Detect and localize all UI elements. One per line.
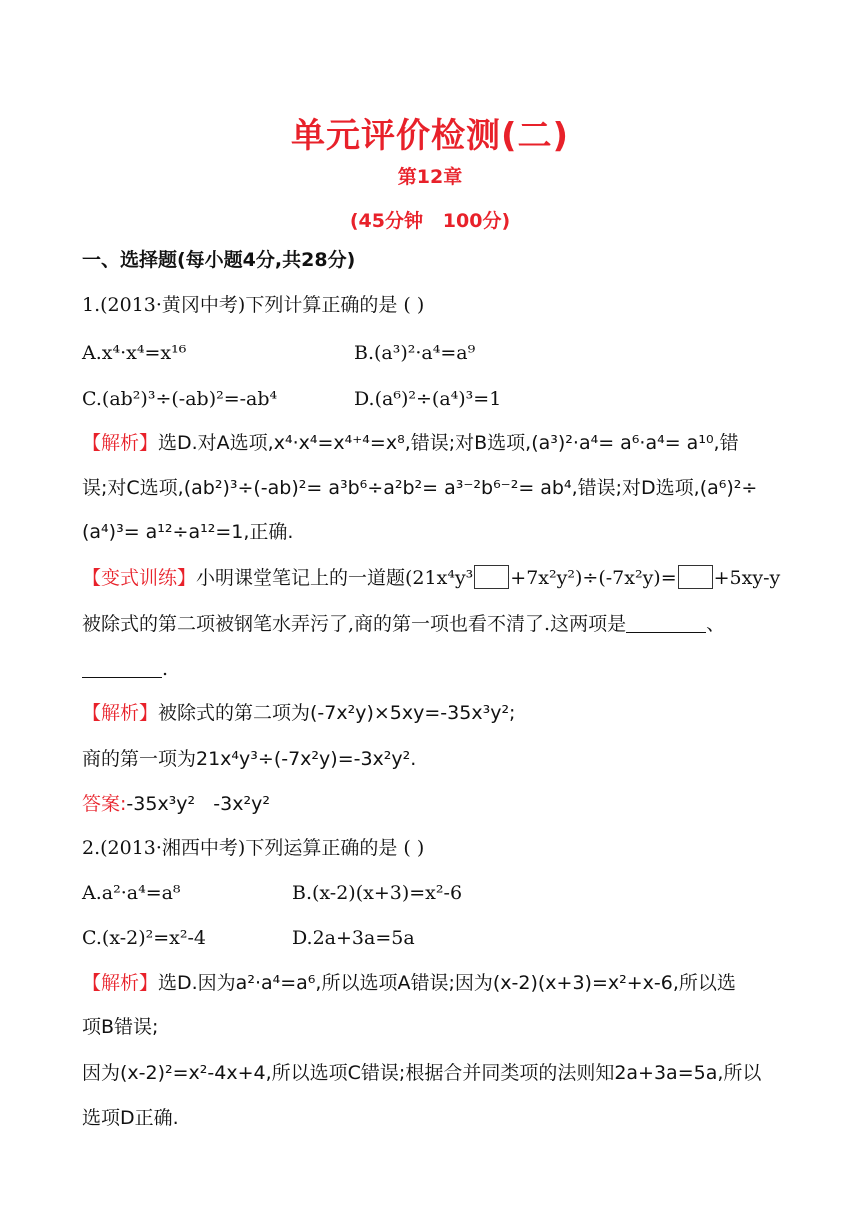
variant-line-1	[82, 565, 780, 591]
analysis-tag: 【解析】	[82, 972, 159, 994]
q1-analysis-line-3: (a⁴)³= a¹²÷a¹²=1,正确.	[82, 521, 294, 543]
q2-analysis-line-1	[82, 970, 736, 996]
variant-question: 被除式的第二项被钢笔水弄污了,商的第一项也看不清了.这两项是	[82, 613, 627, 635]
q1-option-b: B.(a³)²·a⁴=a⁹	[354, 342, 476, 364]
q2-analysis-line-2: 项B错误;	[82, 1016, 159, 1038]
q2-analysis-line-4: 选项D正确.	[82, 1107, 179, 1129]
analysis-tag: 【解析】	[82, 432, 159, 454]
variant-text-a: 小明课堂笔记上的一道题(21x⁴y³	[196, 567, 474, 589]
blank-box-1	[474, 565, 509, 589]
analysis-text: 选D.因为a²·a⁴=a⁶,所以选项A错误;因为(x-2)(x+3)=x²+x-6,所以选	[158, 972, 736, 994]
analysis-tag: 【解析】	[82, 702, 159, 724]
answer-blank-2	[82, 659, 162, 678]
variant-analysis-line-2: 商的第一项为21x⁴y³÷(-7x²y)=-3x²y².	[82, 748, 417, 770]
variant-text-c: +5xy-y	[713, 567, 781, 589]
variant-text-b: +7x²y²)÷(-7x²y)=	[510, 567, 677, 589]
q2-option-d: D.2a+3a=5a	[292, 927, 415, 949]
q2-analysis-line-3: 因为(x-2)²=x²-4x+4,所以选项C错误;根据合并同类项的法则知2a+3a=5a,所以	[82, 1062, 762, 1084]
answer-text: -35x³y² -3x²y²	[126, 793, 270, 815]
q1-option-c: C.(ab²)³÷(-ab)²=-ab⁴	[82, 388, 278, 410]
section-heading: 一、选择题(每小题4分,共28分)	[82, 249, 356, 271]
q1-analysis-line-1	[82, 430, 739, 456]
q1-analysis-line-2: 误;对C选项,(ab²)³÷(-ab)²= a³b⁶÷a²b²= a³⁻²b⁶⁻²= ab⁴,错误;对D选项,(a⁶)²÷	[82, 477, 758, 499]
analysis-text: 选D.对A选项,x⁴·x⁴=x⁴⁺⁴=x⁸,错误;对B选项,(a³)²·a⁴= a⁶·a⁴= a¹⁰,错	[158, 432, 739, 454]
q2-option-a: A.a²·a⁴=a⁸	[82, 882, 181, 904]
answer-tag: 答案:	[82, 793, 127, 815]
blank-box-2	[678, 565, 713, 589]
variant-line-2	[82, 611, 725, 637]
analysis-text: 被除式的第二项为(-7x²y)×5xy=-35x³y²;	[158, 702, 516, 724]
separator: 、	[706, 613, 726, 635]
q2-option-c: C.(x-2)²=x²-4	[82, 927, 206, 949]
variant-answer	[82, 791, 270, 817]
period: .	[162, 658, 169, 680]
variant-tag: 【变式训练】	[82, 567, 197, 589]
page-title: 单元评价检测(二)	[290, 116, 570, 156]
variant-analysis-line-1	[82, 700, 515, 726]
chapter-label: 第12章	[397, 166, 463, 188]
question-1-stem: 1.(2013·黄冈中考)下列计算正确的是 ( )	[82, 294, 425, 316]
question-2-stem: 2.(2013·湘西中考)下列运算正确的是 ( )	[82, 837, 425, 859]
variant-line-3	[82, 656, 168, 682]
q1-option-d: D.(a⁶)²÷(a⁴)³=1	[354, 388, 502, 410]
answer-blank-1	[626, 614, 706, 633]
q2-option-b: B.(x-2)(x+3)=x²-6	[292, 882, 463, 904]
time-score-label: (45分钟 100分)	[349, 210, 511, 232]
q1-option-a: A.x⁴·x⁴=x¹⁶	[82, 342, 187, 364]
